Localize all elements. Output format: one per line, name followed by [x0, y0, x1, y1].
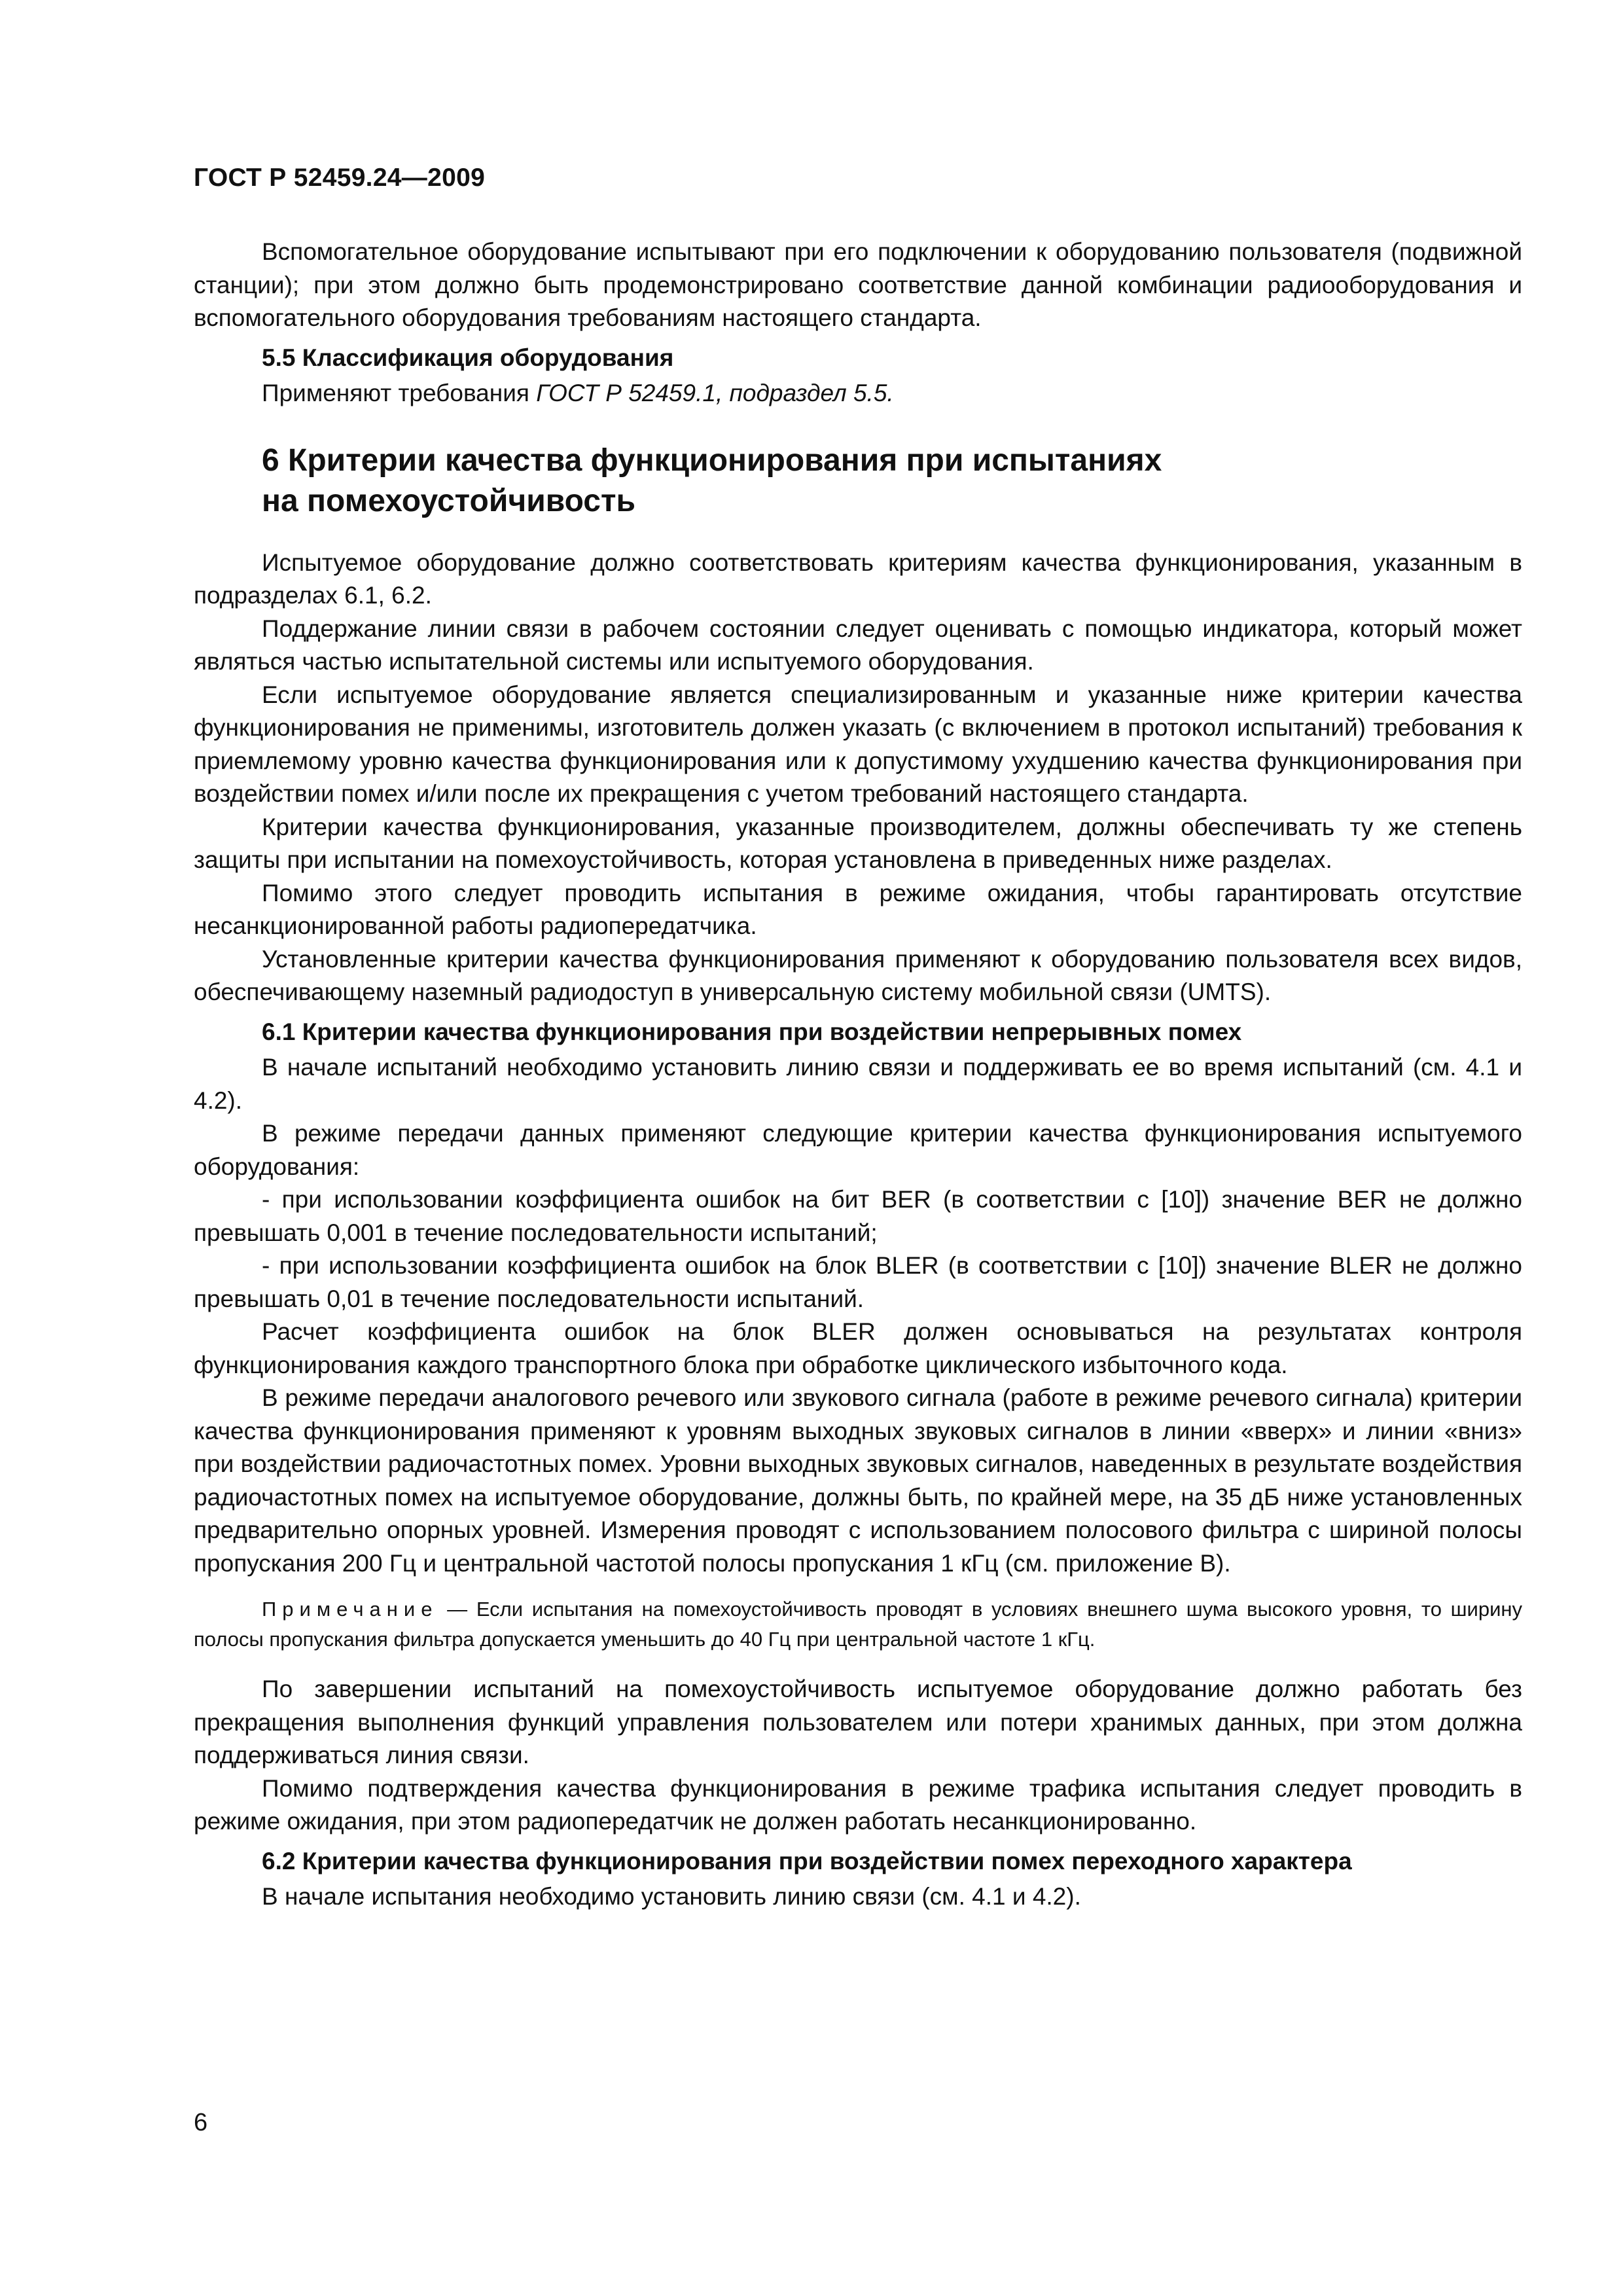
section-6-2-title: 6.2 Критерии качества функционирования при воздействии помех переходного характера	[262, 1847, 1352, 1874]
section-6-1-paragraph-1: В начале испытаний необходимо установить линию связи и поддерживать ее во время испытаний (см. 4.1 и 4.2).	[194, 1054, 1522, 1114]
section-6-paragraph-5: Помимо этого следует проводить испытания в режиме ожидания, чтобы гарантировать отсутствие несанкционированной работы радиопередатчика.	[194, 879, 1522, 939]
note	[194, 1594, 1522, 1655]
section-5-5-title: 5.5 Классификация оборудования	[262, 344, 674, 371]
note-label: Примечание	[262, 1598, 438, 1621]
section-6-1-paragraph-2: В режиме передачи данных применяют следующие критерии качества функционирования испытуемого оборудования:	[194, 1120, 1522, 1180]
section-6-1-paragraph-3: Расчет коэффициента ошибок на блок BLER должен основываться на результатах контроля функционирования каждого транспортного блока при обработке циклического избыточного кода.	[194, 1318, 1522, 1378]
section-6-1-paragraph-4: В режиме передачи аналогового речевого или звукового сигнала (работе в режиме речевого сигнала) критерии качества функционирования применяют к уровням выходных звуковых сигналов в линии «вверх» и линии «вниз» при воздействии радиочастотных помех. Уровни выходных звуковых сигналов, наведенных в результате воздействия радиочастотных помех на испытуемое оборудование, должны быть, по крайней мере, на 35 дБ ниже установленных предварительно опорных уровней. Измерения проводят с использованием полосового фильтра с шириной полосы пропускания 200 Гц и центральной частотой полосы пропускания 1 кГц (см. приложение В).	[194, 1384, 1522, 1577]
section-6-1-title: 6.1 Критерии качества функционирования при воздействии непрерывных помех	[262, 1018, 1242, 1045]
section-6-title	[262, 440, 1522, 522]
section-6-1-paragraph-6: Помимо подтверждения качества функционирования в режиме трафика испытания следует проводить в режиме ожидания, при этом радиопередатчик не должен работать несанкционированно.	[194, 1774, 1522, 1835]
page-number: 6	[194, 2109, 208, 2136]
section-6-title-line1: 6 Критерии качества функционирования при испытаниях	[262, 442, 1162, 478]
section-6-1-paragraph-5: По завершении испытаний на помехоустойчивость испытуемое оборудование должно работать без прекращения выполнения функций управления пользователем или потери хранимых данных, при этом должна поддерживаться линия связи.	[194, 1676, 1522, 1768]
section-6-2-paragraph-1: В начале испытания необходимо установить линию связи (см. 4.1 и 4.2).	[262, 1883, 1081, 1910]
document-body	[194, 236, 1522, 1914]
section-6-title-line2: на помехоустойчивость	[262, 483, 636, 518]
section-5-5-text-prefix: Применяют требования	[262, 380, 537, 406]
section-6-paragraph-6: Установленные критерии качества функционирования применяют к оборудованию пользователя всех видов, обеспечивающему наземный радиодоступ в универсальную систему мобильной связи (UMTS).	[194, 945, 1522, 1005]
section-6-paragraph-1: Испытуемое оборудование должно соответствовать критериям качества функционирования, указанным в подразделах 6.1, 6.2.	[194, 548, 1522, 609]
section-5-5-text	[194, 377, 1522, 410]
intro-paragraph: Вспомогательное оборудование испытывают при его подключении к оборудованию пользователя (подвижной станции); при этом должно быть продемонстрировано соответствие данной комбинации радиооборудования и вспомогательного оборудования требованиям настоящего стандарта.	[194, 238, 1522, 331]
note-text: — Если испытания на помехоустойчивость проводят в условиях внешнего шума высокого уровня, то ширину полосы пропускания фильтра допускается уменьшить до 40 Гц при центральной частоте 1 кГц.	[194, 1598, 1522, 1651]
section-6-paragraph-3: Если испытуемое оборудование является специализированным и указанные ниже критерии качества функционирования не применимы, изготовитель должен указать (с включением в протокол испытаний) требования к приемлемому уровню качества функционирования или к допустимому ухудшению качества функционирования при воздействии помех и/или после их прекращения с учетом требований настоящего стандарта.	[194, 681, 1522, 807]
section-6-paragraph-2: Поддержание линии связи в рабочем состоянии следует оценивать с помощью индикатора, который может являться частью испытательной системы или испытуемого оборудования.	[194, 615, 1522, 675]
list-item-ber: - при использовании коэффициента ошибок на бит BER (в соответствии с [10]) значение BER не должно превышать 0,001 в течение последовательности испытаний;	[194, 1186, 1523, 1246]
section-6-paragraph-4: Критерии качества функционирования, указанные производителем, должны обеспечивать ту же степень защиты при испытании на помехоустойчивость, которая установлена в приведенных ниже разделах.	[194, 813, 1522, 873]
standard-header: ГОСТ Р 52459.24—2009	[194, 164, 486, 192]
list-item-bler: - при использовании коэффициента ошибок на блок BLER (в соответствии с [10]) значение BLER не должно превышать 0,01 в течение последовательности испытаний.	[194, 1252, 1522, 1312]
gost-reference: ГОСТ Р 52459.1, подраздел 5.5.	[536, 380, 894, 406]
